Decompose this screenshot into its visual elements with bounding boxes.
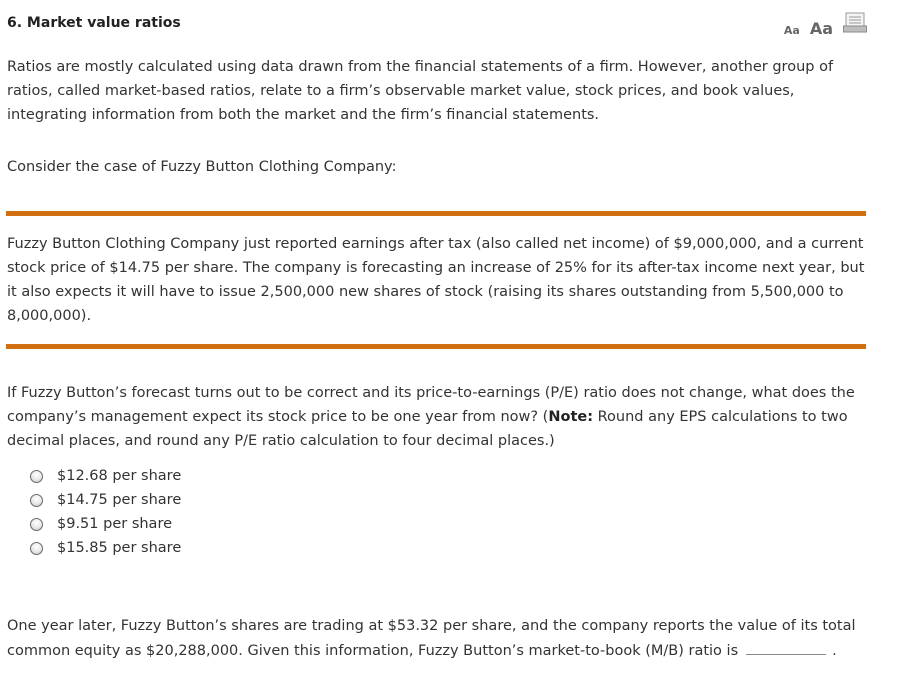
print-button[interactable]: [843, 12, 867, 38]
intro-paragraph: Ratios are mostly calculated using data drawn from the financial statements of a firm. However, another group of ratios, called market-based ratios, relate to a firm’s observable market value, stock prices, and book values, integrating information from both the market and the firm’s financial statements.: [7, 59, 834, 123]
answer-option[interactable]: [30, 464, 181, 488]
font-size-decrease-button[interactable]: Aa: [783, 24, 800, 37]
answer-option[interactable]: [30, 512, 181, 536]
toolbar: [784, 12, 867, 38]
answer-option-label: $9.51 per share: [57, 516, 173, 532]
answer-option-label: $14.75 per share: [57, 492, 182, 508]
font-size-increase-button[interactable]: Aa: [809, 19, 833, 38]
answer-option-label: $12.68 per share: [57, 468, 182, 484]
question-2-prompt: One year later, Fuzzy Button’s shares are trading at $53.32 per share, and the company reports the value of its total common equity as $20,288,000. Given this information, Fuzzy Button’s market-to-book (M/B) ratio is: [7, 618, 856, 659]
page-title: 6. Market value ratios: [7, 15, 181, 31]
answer-options: [30, 464, 181, 560]
question-1-text-after: Round any EPS calculations to two decimal places, and round any P/E ratio calculation to four decimal places.): [7, 409, 848, 449]
divider-top: [6, 211, 866, 216]
case-intro: Consider the case of Fuzzy Button Clothing Company:: [7, 159, 397, 175]
print-icon: [843, 12, 867, 34]
answer-option-label: $15.85 per share: [57, 540, 182, 556]
radio-button[interactable]: [30, 494, 43, 507]
question-2-end: .: [832, 643, 837, 659]
question-2-text: [7, 614, 867, 663]
mb-ratio-answer-blank[interactable]: [746, 638, 826, 655]
divider-bottom: [6, 344, 866, 349]
question-1-text: [7, 381, 867, 453]
answer-option[interactable]: [30, 536, 181, 560]
question-1-text-before: If Fuzzy Button’s forecast turns out to be correct and its price-to-earnings (P/E) ratio does not change, what does the company’s management expect its stock price to be one year from now? (: [7, 385, 855, 425]
radio-button[interactable]: [30, 518, 43, 531]
case-description: Fuzzy Button Clothing Company just reported earnings after tax (also called net income) of $9,000,000, and a current stock price of $14.75 per share. The company is forecasting an increase of 25% for its after-tax income next year, but it also expects it will have to issue 2,500,000 new shares of stock (raising its shares outstanding from 5,500,000 to 8,000,000).: [7, 236, 865, 324]
radio-button[interactable]: [30, 470, 43, 483]
answer-option[interactable]: [30, 488, 181, 512]
radio-button[interactable]: [30, 542, 43, 555]
note-label: Note:: [548, 409, 594, 425]
header: [7, 14, 867, 38]
